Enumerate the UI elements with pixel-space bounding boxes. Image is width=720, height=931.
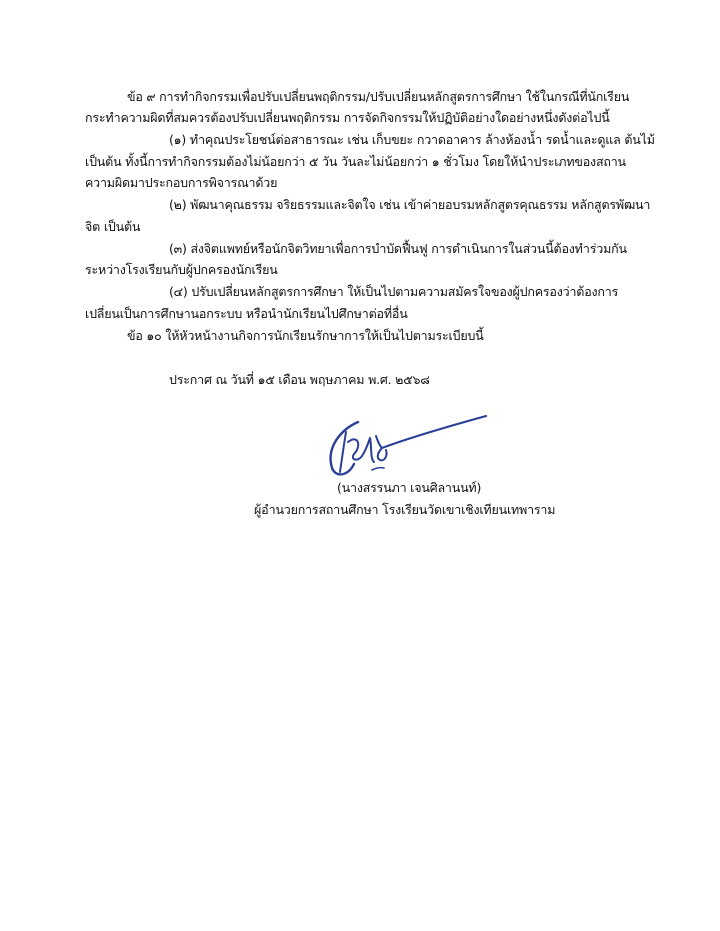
- clause-9-item-1-line-3: ความผิดมาประกอบการพิจารณาด้วย: [85, 175, 278, 190]
- clause-9-item-4-line-1: (๔) ปรับเปลี่ยนหลักสูตรการศึกษา ให้เป็นไปตามความสมัครใจของผู้ปกครองว่าต้องการ: [169, 284, 619, 299]
- clause-9-intro-line-2: กระทำความผิดที่สมควรต้องปรับเปลี่ยนพฤติกรรม การจัดกิจกรรมให้ปฏิบัติอย่างใดอย่างหนึ่งดังต่อไปนี้: [85, 110, 610, 125]
- clause-9-item-2-line-2: จิต เป็นต้น: [85, 219, 141, 234]
- handwritten-signature: [318, 412, 490, 484]
- signatory-name: (นางสรรนภา เจนศิลานนท์): [337, 480, 482, 495]
- clause-9-item-2-line-1: (๒) พัฒนาคุณธรรม จริยธรรมและจิตใจ เช่น เข้าค่ายอบรมหลักสูตรคุณธรรม หลักสูตรพัฒนา: [169, 197, 651, 212]
- clause-10: ข้อ ๑๐ ให้หัวหน้างานกิจการนักเรียนรักษาการให้เป็นไปตามระเบียบนี้: [127, 328, 484, 343]
- clause-9-item-3-line-1: (๓) ส่งจิตแพทย์หรือนักจิตวิทยาเพื่อการบำบัดฟื้นฟู การดำเนินการในส่วนนี้ต้องทำร่วมกัน: [169, 241, 627, 256]
- clause-9-item-4-line-2: เปลี่ยนเป็นการศึกษานอกระบบ หรือนำนักเรียนไปศึกษาต่อที่อื่น: [85, 306, 408, 321]
- clause-9-intro-line-1: ข้อ ๙ การทำกิจกรรมเพื่อปรับเปลี่ยนพฤติกรรม/ปรับเปลี่ยนหลักสูตรการศึกษา ใช้ในกรณีที่นักเรียน: [127, 89, 630, 104]
- clause-9-item-3-line-2: ระหว่างโรงเรียนกับผู้ปกครองนักเรียน: [85, 262, 278, 277]
- signatory-title: ผู้อำนวยการสถานศึกษา โรงเรียนวัดเขาเชิงเทียนเทพาราม: [254, 502, 556, 517]
- announcement-date: ประกาศ ณ วันที่ ๑๕ เดือน พฤษภาคม พ.ศ. ๒๕๖๘: [169, 372, 430, 387]
- clause-9-item-1-line-2: เป็นต้น ทั้งนี้การทำกิจกรรมต้องไม่น้อยกว่า ๕ วัน วันละไม่น้อยกว่า ๑ ชั่วโมง โดยให้นำประเภทของสถาน: [85, 154, 626, 169]
- clause-9-item-1-line-1: (๑) ทำคุณประโยชน์ต่อสาธารณะ เช่น เก็บขยะ กวาดอาคาร ล้างห้องน้ำ รดน้ำและดูแล ต้นไม้: [169, 132, 655, 147]
